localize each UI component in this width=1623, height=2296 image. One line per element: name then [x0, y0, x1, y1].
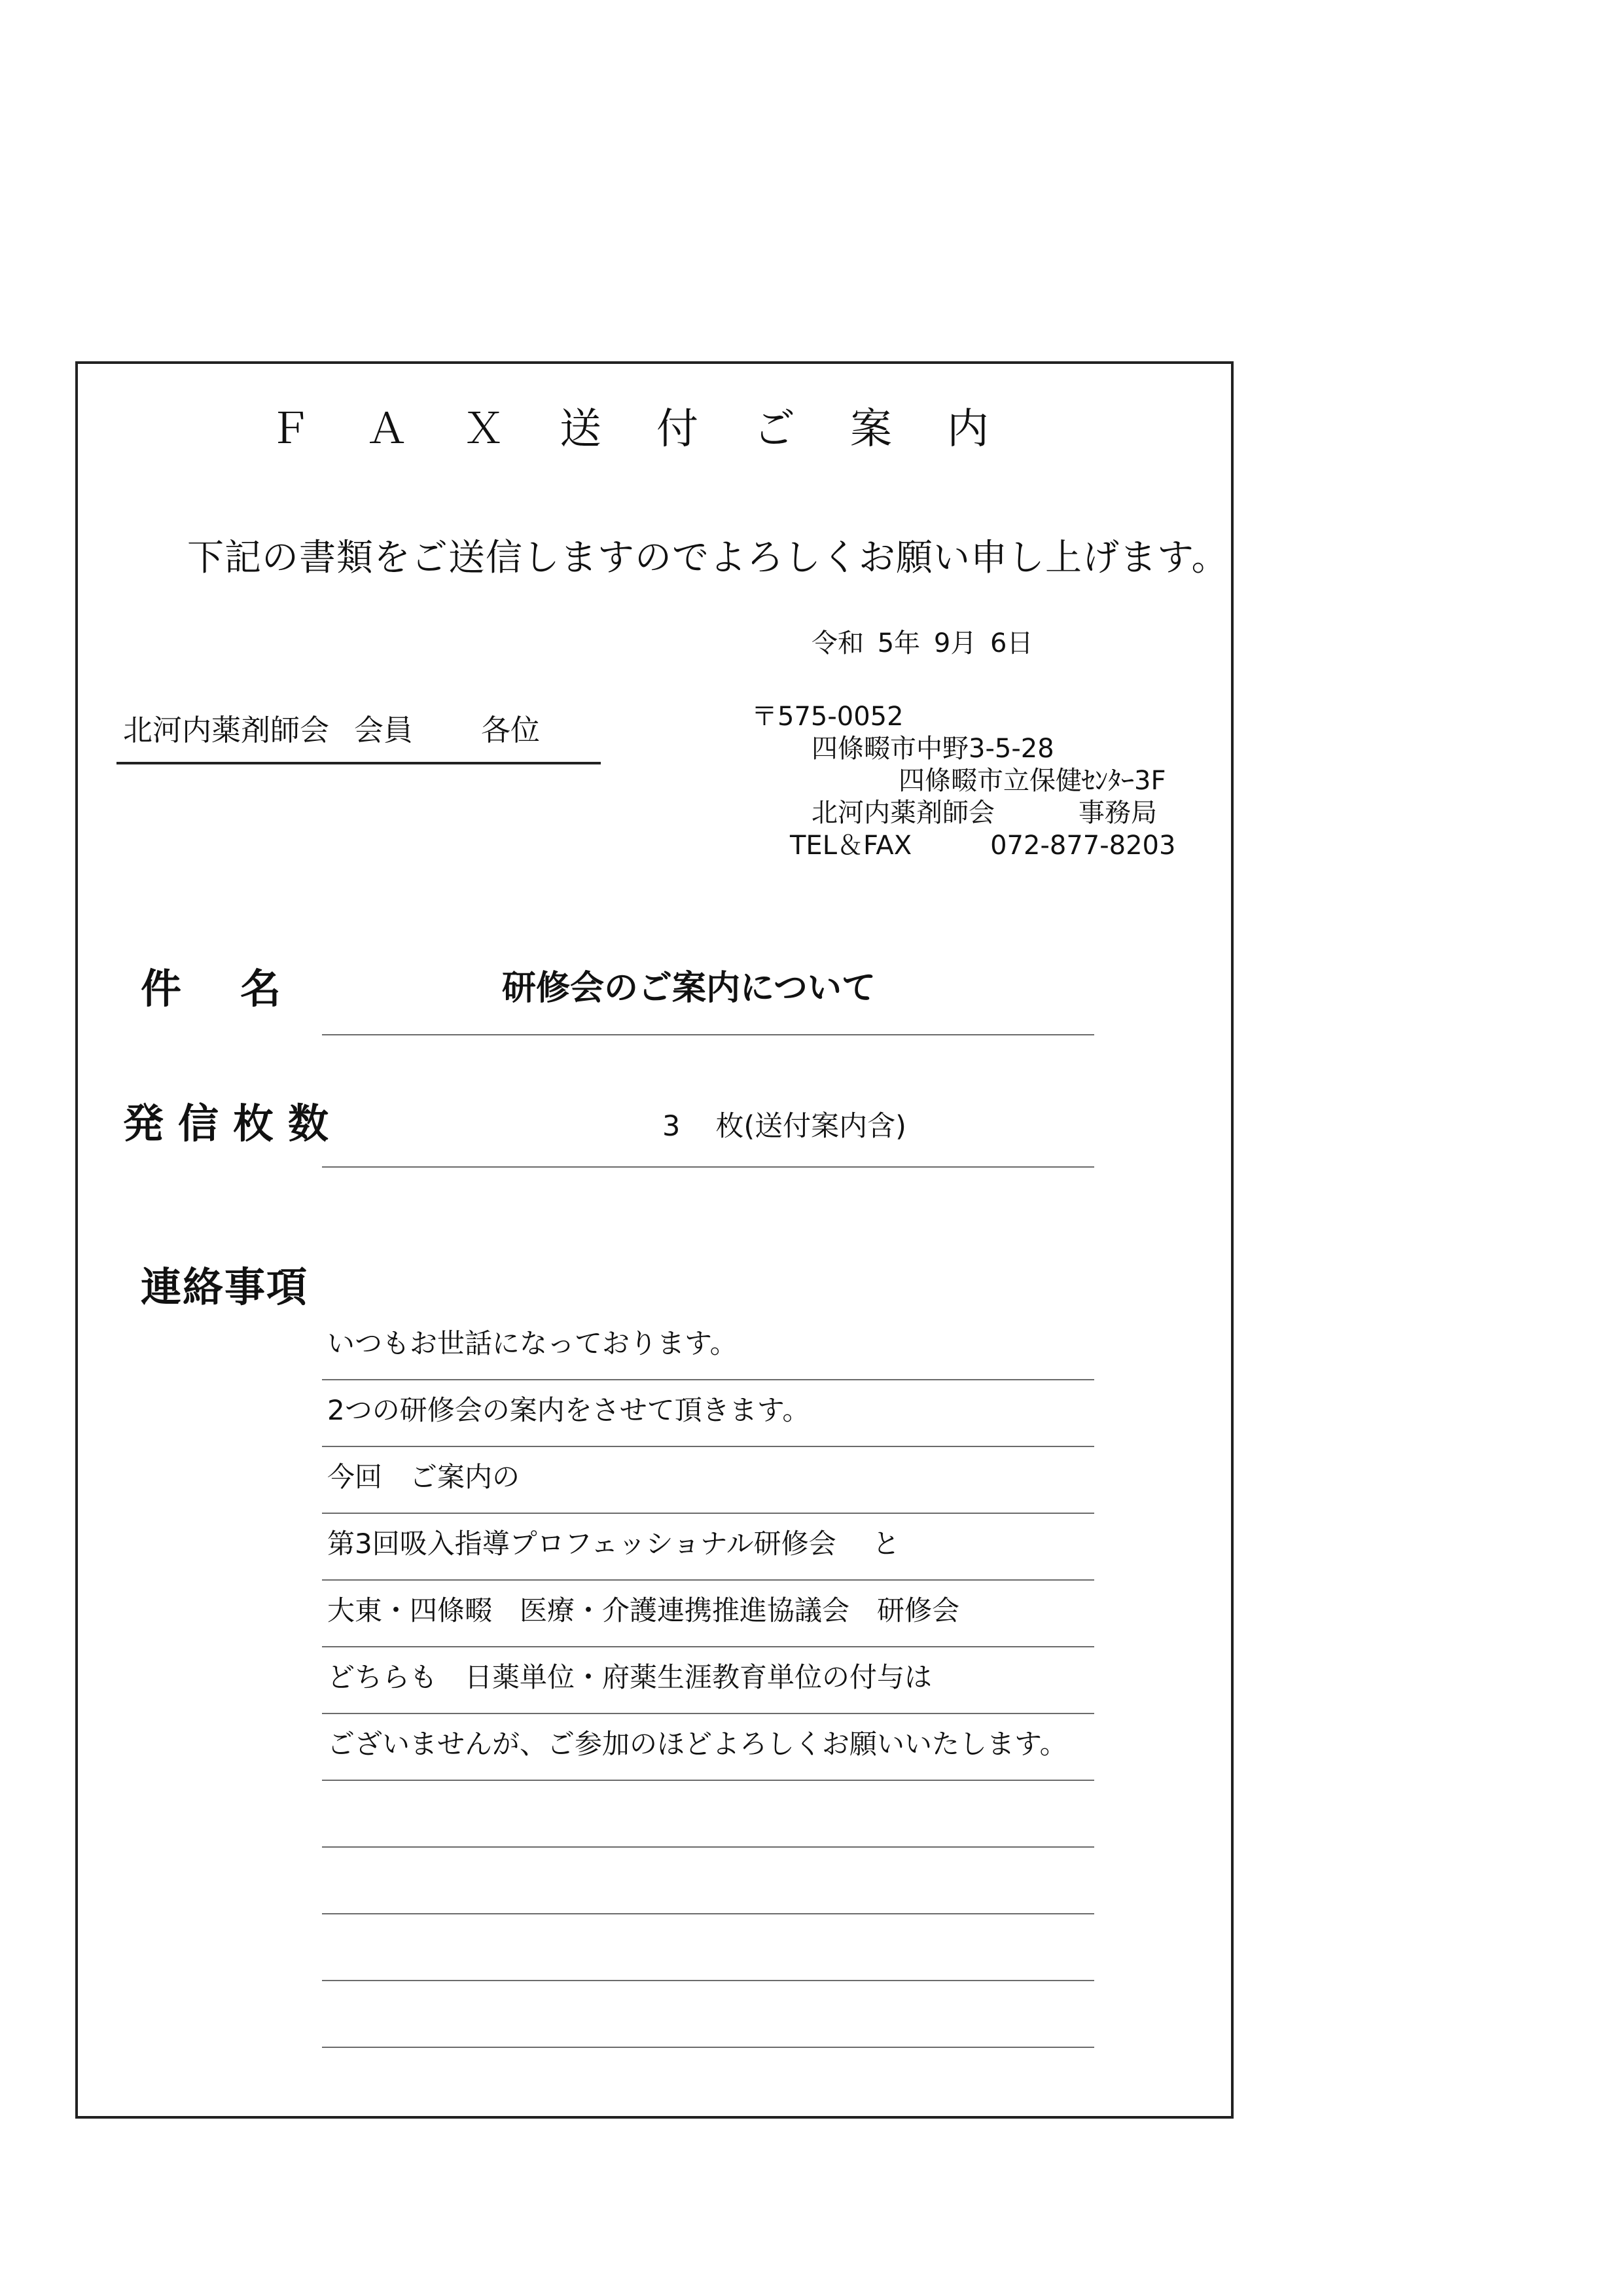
page-count-number: 3 [662, 1110, 681, 1143]
page-count [662, 1110, 906, 1143]
note-rule-4 [322, 1579, 1094, 1581]
note-rule-3 [322, 1513, 1094, 1514]
note-rule-9 [322, 1913, 1094, 1914]
note-line-3: 今回 ご案内の [327, 1461, 520, 1493]
subject-value: 研修会のご案内について [502, 969, 876, 1008]
recipient [123, 715, 540, 745]
note-line-2: 2つの研修会の案内をさせて頂きます。 [327, 1394, 810, 1426]
page-count-underline [322, 1166, 1094, 1168]
note-line-4: 第3回吸入指導プロフェッショナル研修会 と [327, 1528, 901, 1560]
page-count-suffix: 枚(送付案内含) [715, 1110, 906, 1143]
recipient-honorific: 各位 [481, 713, 541, 747]
page-count-label: 発信枚数 [123, 1100, 344, 1147]
note-rule-7 [322, 1780, 1094, 1781]
intro-message: 下記の書類をご送信しますのでよろしくお願い申し上げます。 [187, 537, 1229, 579]
note-rule-5 [322, 1646, 1094, 1647]
note-rule-8 [322, 1846, 1094, 1848]
sender-address-line1: 四條畷市中野3-5-28 [812, 734, 1054, 764]
sender-tel-number: 072-877-8203 [990, 831, 1176, 861]
sender-postal-code: 〒575-0052 [751, 702, 904, 732]
sender-organization-line [812, 800, 1157, 826]
sender-address-line2: 四條畷市立保健ｾﾝﾀｰ3F [899, 766, 1166, 796]
note-rule-11 [322, 2047, 1094, 2048]
subject-label: 件名 [141, 965, 340, 1013]
note-rule-1 [322, 1379, 1094, 1380]
note-line-7: ございませんが、ご参加のほどよろしくお願いいたします。 [327, 1728, 1067, 1760]
fax-cover-frame [75, 361, 1234, 2119]
recipient-underline [116, 762, 601, 764]
sender-organization: 北河内薬剤師会 [812, 798, 995, 828]
document-date: 令和 5年 9月 6日 [812, 628, 1033, 658]
note-line-5: 大東・四條畷 医療・介護連携推進協議会 研修会 [327, 1594, 960, 1626]
note-rule-2 [322, 1446, 1094, 1447]
note-rule-10 [322, 1980, 1094, 1981]
fax-title: ＦＡＸ送付ご案内 [269, 405, 1044, 454]
note-line-1: いつもお世話になっております。 [327, 1327, 738, 1359]
recipient-organization: 北河内薬剤師会 [123, 713, 330, 747]
note-line-6: どちらも 日薬単位・府薬生涯教育単位の付与は [327, 1661, 933, 1693]
sender-contact-line [790, 833, 1175, 859]
note-rule-6 [322, 1713, 1094, 1714]
sender-tel-label: TEL＆FAX [790, 831, 912, 861]
notes-label: 連絡事項 [141, 1263, 309, 1311]
sender-office: 事務局 [1079, 798, 1157, 828]
subject-underline [322, 1034, 1094, 1035]
recipient-member: 会員 [354, 713, 414, 747]
